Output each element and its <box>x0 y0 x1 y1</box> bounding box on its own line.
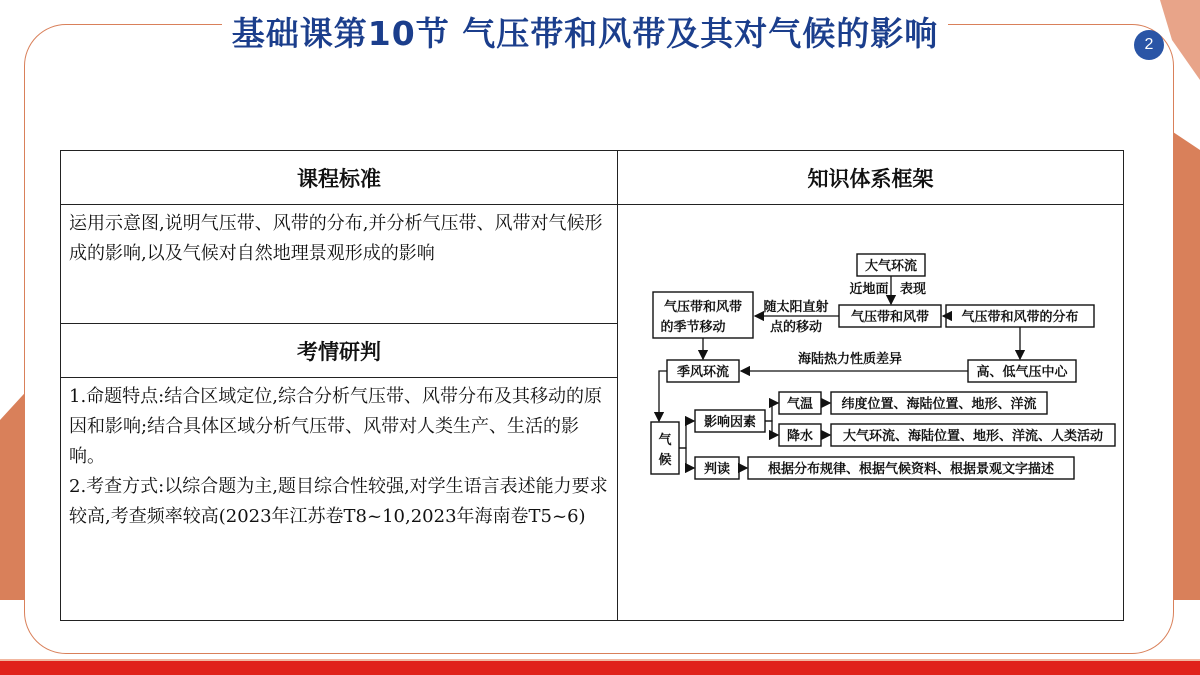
label-high-low: 高、低气压中心 <box>976 365 1068 380</box>
course-standard-text: 运用示意图,说明气压带、风带的分布,并分析气压带、风带对气候形成的影响,以及气候对自然地理景观形成的影响 <box>69 213 603 264</box>
analysis-point-2: 2.考查方式:以综合题为主,题目综合性较强,对学生语言表述能力要求较高,考查频率较高(2023年江苏卷T8~10,2023年海南卷T5~6) <box>69 476 608 527</box>
label-monsoon: 季风环流 <box>676 365 730 380</box>
knowledge-diagram <box>618 205 1138 623</box>
label-belts: 气压带和风带 <box>850 310 930 325</box>
label-land-sea: 海陆热力性质差异 <box>797 352 903 367</box>
header-knowledge-framework: 知识体系框架 <box>618 151 1124 205</box>
label-precip-factors: 大气环流、海陆位置、地形、洋流、人类活动 <box>842 429 1104 444</box>
label-atmo-circulation: 大气环流 <box>864 259 918 274</box>
label-judge-basis: 根据分布规律、根据气候资料、根据景观文字描述 <box>767 462 1055 477</box>
knowledge-diagram-cell <box>618 205 1124 621</box>
course-standard-cell <box>61 205 618 324</box>
course-table <box>60 150 1124 621</box>
label-near-surface: 近地面 <box>849 282 889 297</box>
label-sun-direct-1: 随太阳直射 <box>763 300 829 315</box>
label-climate-1: 气 <box>658 433 672 448</box>
header-analysis: 考情研判 <box>61 324 618 378</box>
label-factors: 影响因素 <box>703 415 757 430</box>
label-climate-2: 候 <box>658 453 672 468</box>
label-seasonal-move-2: 的季节移动 <box>660 320 726 335</box>
label-manifest: 表现 <box>899 282 927 297</box>
page-number-badge: 2 <box>1134 30 1164 60</box>
analysis-cell <box>61 378 618 621</box>
page-title: 基础课第10节 气压带和风带及其对气候的影响 <box>0 8 1170 55</box>
label-belts-distribution: 气压带和风带的分布 <box>961 310 1079 325</box>
label-seasonal-move-1: 气压带和风带 <box>663 300 743 315</box>
label-judge: 判读 <box>703 462 731 477</box>
label-precip: 降水 <box>786 429 814 444</box>
bottom-red-bar <box>0 661 1200 675</box>
header-course-standard: 课程标准 <box>61 151 618 205</box>
label-temperature: 气温 <box>786 397 814 412</box>
analysis-point-1: 1.命题特点:结合区域定位,综合分析气压带、风带分布及其移动的原因和影响;结合具体区域分析气压带、风带对人类生产、生活的影响。 <box>69 386 602 467</box>
label-temp-factors: 纬度位置、海陆位置、地形、洋流 <box>841 397 1037 412</box>
label-sun-direct-2: 点的移动 <box>769 320 823 335</box>
